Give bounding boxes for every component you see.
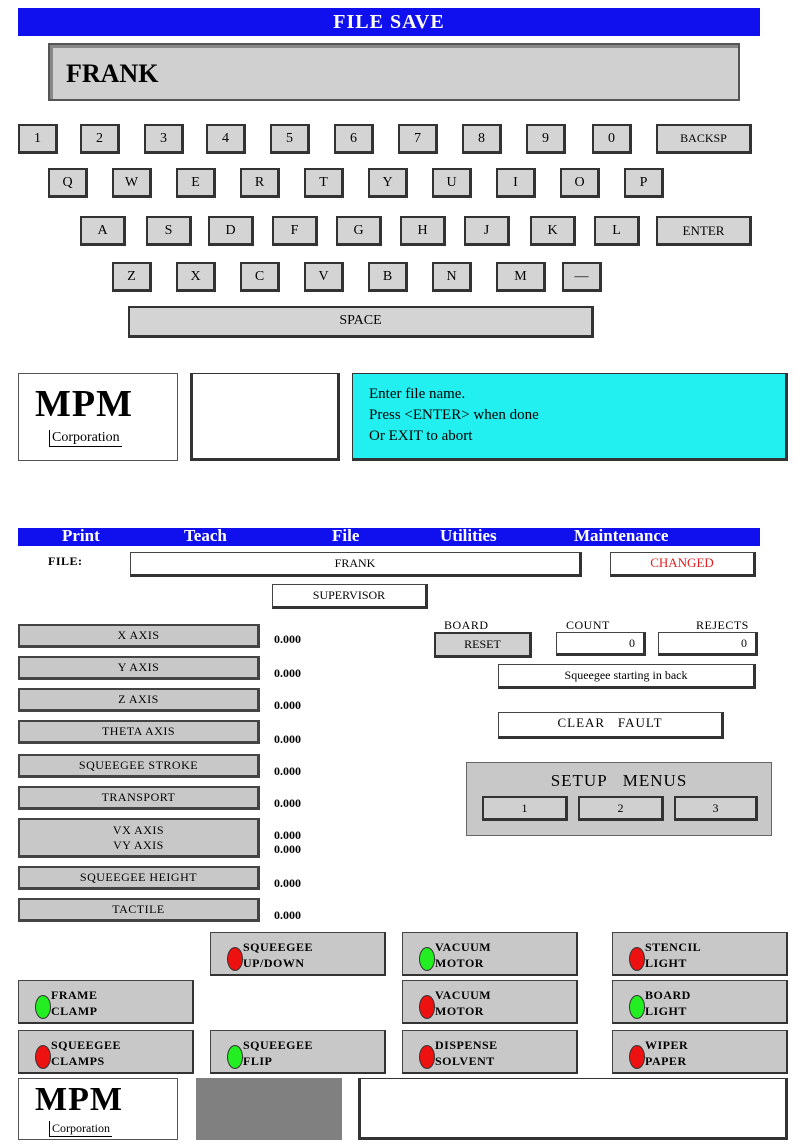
squeegee-up-down-button[interactable] [210, 932, 386, 976]
key-6[interactable]: 6 [334, 124, 374, 154]
mpm-logo [18, 373, 178, 461]
instruction-line-2: Press <ENTER> when done [369, 407, 539, 423]
logo-sub-bottom: Corporation [49, 1121, 112, 1137]
key-0[interactable]: 0 [592, 124, 632, 154]
squeegee-flip-line2: FLIP [243, 1054, 273, 1068]
key-b[interactable]: B [368, 262, 408, 292]
key-m[interactable]: M [496, 262, 546, 292]
key-space[interactable]: SPACE [128, 306, 594, 338]
key-w[interactable]: W [112, 168, 152, 198]
stencil-light-led [629, 947, 645, 971]
reset-button[interactable]: RESET [434, 632, 532, 658]
gray-panel [196, 1078, 342, 1140]
vx-axis-label: VX AXIS [112, 823, 165, 837]
key-h[interactable]: H [400, 216, 446, 246]
count-value: 0 [556, 632, 646, 656]
squeegee-height-button[interactable]: SQUEEGEE HEIGHT [18, 866, 260, 890]
frame-clamp-led [35, 995, 51, 1019]
board-light-line1: BOARD [645, 988, 691, 1002]
dispense-solvent-line2: SOLVENT [435, 1054, 495, 1068]
menu-utilities[interactable]: Utilities [440, 526, 497, 545]
vy-axis-value: 0.000 [274, 842, 301, 856]
wiper-paper-line1: WIPER [645, 1038, 689, 1052]
menu-print[interactable]: Print [62, 526, 100, 545]
menu-teach[interactable]: Teach [184, 526, 227, 545]
vx-vy-axis-button[interactable] [18, 818, 260, 858]
rejects-label: REJECTS [696, 618, 749, 632]
y-axis-value: 0.000 [274, 666, 301, 680]
file-name-field: FRANK [130, 552, 582, 577]
key-c[interactable]: C [240, 262, 280, 292]
message-panel [358, 1078, 788, 1140]
dispense-solvent-line1: DISPENSE [435, 1038, 498, 1052]
frame-clamp-line2: CLAMP [51, 1004, 98, 1018]
key-a[interactable]: A [80, 216, 126, 246]
vx-axis-value: 0.000 [274, 828, 301, 842]
status-message: Squeegee starting in back [498, 664, 756, 689]
file-label: FILE: [48, 554, 83, 568]
logo-name-bottom: MPM [35, 1081, 123, 1118]
key-g[interactable]: G [336, 216, 382, 246]
key-l[interactable]: L [594, 216, 640, 246]
tactile-button[interactable]: TACTILE [18, 898, 260, 922]
key-1[interactable]: 1 [18, 124, 58, 154]
key-8[interactable]: 8 [462, 124, 502, 154]
squeegee-clamps-button[interactable] [18, 1030, 194, 1074]
vacuum-motor-off-line1: VACUUM [435, 988, 492, 1002]
key-i[interactable]: I [496, 168, 536, 198]
vacuum-motor-off-line2: MOTOR [435, 1004, 484, 1018]
setup-menus-title: SETUP MENUS [550, 771, 688, 790]
dispense-solvent-led [419, 1045, 435, 1069]
key-u[interactable]: U [432, 168, 472, 198]
key-r[interactable]: R [240, 168, 280, 198]
key-j[interactable]: J [464, 216, 510, 246]
key-2[interactable]: 2 [80, 124, 120, 154]
squeegee-height-value: 0.000 [274, 876, 301, 890]
vacuum-motor-on-line1: VACUUM [435, 940, 492, 954]
key-z[interactable]: Z [112, 262, 152, 292]
x-axis-value: 0.000 [274, 632, 301, 646]
theta-axis-value: 0.000 [274, 732, 301, 746]
key-x[interactable]: X [176, 262, 216, 292]
squeegee-up-down-line2: UP/DOWN [243, 956, 305, 970]
squeegee-clamps-led [35, 1045, 51, 1069]
wiper-paper-line2: PAPER [645, 1054, 687, 1068]
key-e[interactable]: E [176, 168, 216, 198]
squeegee-flip-button[interactable] [210, 1030, 386, 1074]
dispense-solvent-button[interactable] [402, 1030, 578, 1074]
filename-value: FRANK [66, 59, 159, 88]
frame-clamp-button[interactable] [18, 980, 194, 1024]
setup-menu-1-button[interactable]: 1 [482, 796, 568, 821]
squeegee-up-down-led [227, 947, 243, 971]
z-axis-value: 0.000 [274, 698, 301, 712]
wiper-paper-led [629, 1045, 645, 1069]
key-t[interactable]: T [304, 168, 344, 198]
filename-input[interactable] [48, 43, 740, 101]
key-9[interactable]: 9 [526, 124, 566, 154]
file-save-title-bar: FILE SAVE [18, 8, 760, 36]
transport-button[interactable]: TRANSPORT [18, 786, 260, 810]
vacuum-motor-on-led [419, 947, 435, 971]
key-backspace[interactable]: BACKSP [656, 124, 752, 154]
key-f[interactable]: F [272, 216, 318, 246]
menu-bar [18, 528, 760, 546]
transport-value: 0.000 [274, 796, 301, 810]
squeegee-stroke-value: 0.000 [274, 764, 301, 778]
board-label: BOARD [444, 618, 489, 632]
count-label: COUNT [566, 618, 610, 632]
blank-panel [190, 373, 340, 461]
key-p[interactable]: P [624, 168, 664, 198]
key-v[interactable]: V [304, 262, 344, 292]
instruction-panel [352, 373, 788, 461]
key-7[interactable]: 7 [398, 124, 438, 154]
setup-menu-2-button[interactable]: 2 [578, 796, 664, 821]
theta-axis-button[interactable]: THETA AXIS [18, 720, 260, 744]
clear-fault-button[interactable]: CLEAR FAULT [498, 712, 724, 739]
vacuum-motor-on-line2: MOTOR [435, 956, 484, 970]
x-axis-button[interactable]: X AXIS [18, 624, 260, 648]
setup-menu-3-button[interactable]: 3 [674, 796, 758, 821]
mpm-logo-bottom [18, 1078, 178, 1140]
squeegee-stroke-button[interactable]: SQUEEGEE STROKE [18, 754, 260, 778]
z-axis-button[interactable]: Z AXIS [18, 688, 260, 712]
logo-sub: Corporation [49, 430, 122, 447]
key-enter[interactable]: ENTER [656, 216, 752, 246]
key-3[interactable]: 3 [144, 124, 184, 154]
vacuum-motor-on-button[interactable] [402, 932, 578, 976]
board-light-button[interactable] [612, 980, 788, 1024]
rejects-value: 0 [658, 632, 758, 656]
frame-clamp-line1: FRAME [51, 988, 98, 1002]
vacuum-motor-off-led [419, 995, 435, 1019]
squeegee-up-down-line1: SQUEEGEE [243, 940, 314, 954]
supervisor-field: SUPERVISOR [272, 584, 428, 609]
key-dash[interactable]: — [562, 262, 602, 292]
key-s[interactable]: S [146, 216, 192, 246]
changed-indicator: CHANGED [610, 552, 756, 577]
vacuum-motor-off-button[interactable] [402, 980, 578, 1024]
squeegee-flip-led [227, 1045, 243, 1069]
squeegee-flip-line1: SQUEEGEE [243, 1038, 314, 1052]
key-o[interactable]: O [560, 168, 600, 198]
squeegee-clamps-line1: SQUEEGEE [51, 1038, 122, 1052]
menu-maintenance[interactable]: Maintenance [574, 526, 669, 545]
tactile-value: 0.000 [274, 908, 301, 922]
instruction-line-3: Or EXIT to abort [369, 428, 473, 444]
key-5[interactable]: 5 [270, 124, 310, 154]
menu-file[interactable]: File [332, 526, 360, 545]
y-axis-button[interactable]: Y AXIS [18, 656, 260, 680]
stencil-light-line1: STENCIL [645, 940, 702, 954]
instruction-line-1: Enter file name. [369, 386, 466, 402]
logo-name: MPM [35, 383, 133, 425]
vy-axis-label: VY AXIS [113, 838, 164, 852]
key-k[interactable]: K [530, 216, 576, 246]
key-n[interactable]: N [432, 262, 472, 292]
key-4[interactable]: 4 [206, 124, 246, 154]
key-d[interactable]: D [208, 216, 254, 246]
stencil-light-button[interactable] [612, 932, 788, 976]
stencil-light-line2: LIGHT [645, 956, 687, 970]
squeegee-clamps-line2: CLAMPS [51, 1054, 105, 1068]
board-light-line2: LIGHT [645, 1004, 687, 1018]
key-y[interactable]: Y [368, 168, 408, 198]
key-q[interactable]: Q [48, 168, 88, 198]
wiper-paper-button[interactable] [612, 1030, 788, 1074]
board-light-led [629, 995, 645, 1019]
